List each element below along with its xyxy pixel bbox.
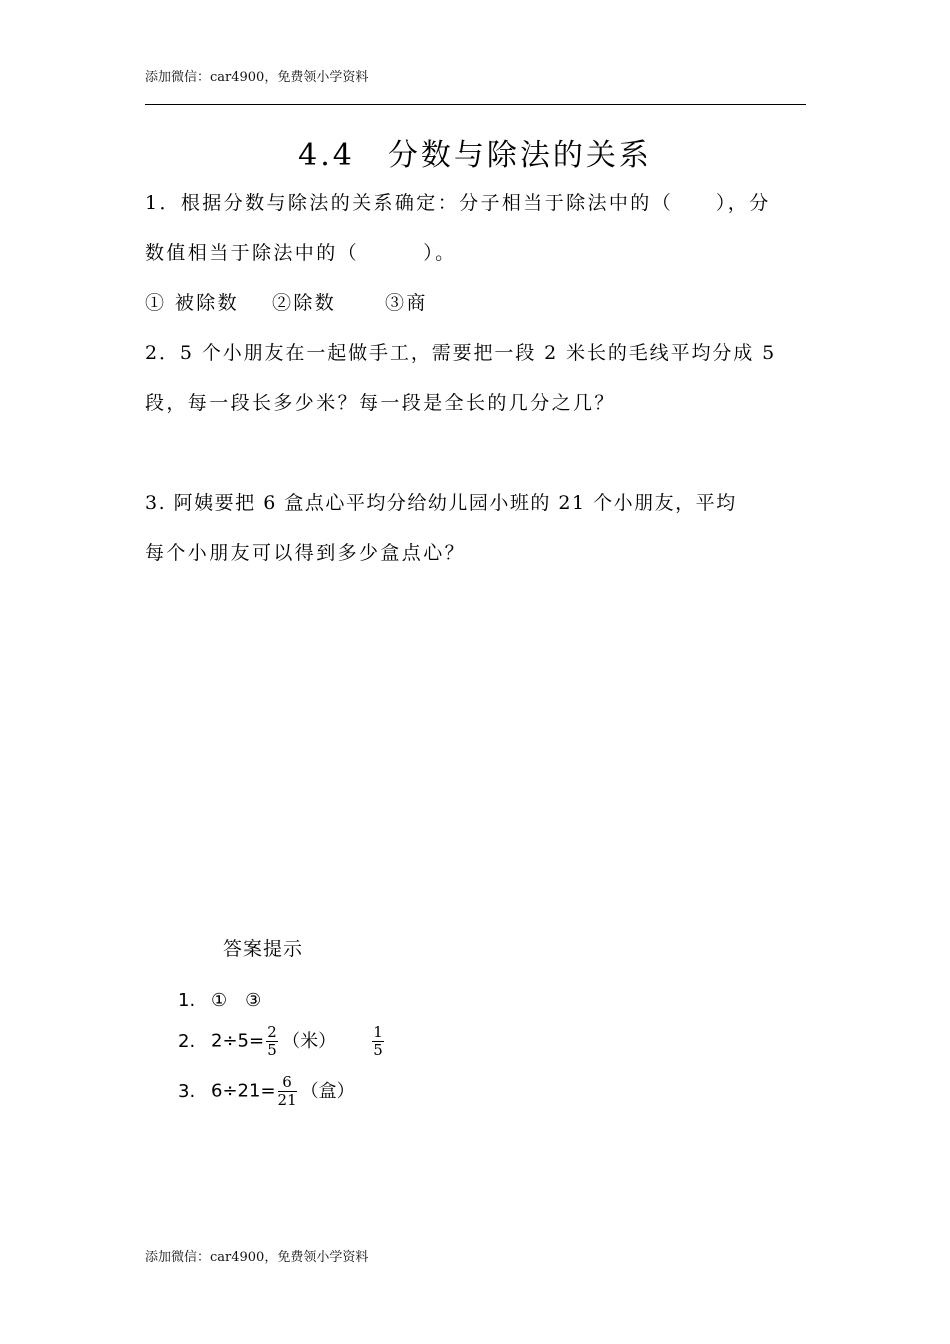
- question-1-line-2: 数值相当于除法中的（ ）。: [145, 242, 457, 264]
- answer-2-second-fraction: [372, 1024, 384, 1059]
- answer-2: [178, 1024, 386, 1059]
- answer-3: [178, 1074, 355, 1109]
- answer-3-fraction: [278, 1074, 297, 1109]
- answer-3-fraction-denominator: 21: [277, 1091, 297, 1109]
- question-1-option-1: ① 被除数: [145, 292, 240, 314]
- answer-2-expression: 2÷5=: [211, 1030, 265, 1052]
- answer-2-fraction-denominator: 5: [267, 1041, 277, 1059]
- answer-2-second-fraction-denominator: 5: [373, 1041, 383, 1059]
- page-title: 4.4 分数与除法的关系: [298, 138, 652, 173]
- question-1-option-2: ②除数: [272, 292, 337, 314]
- answer-1-text: ① ③: [211, 990, 262, 1011]
- answer-3-unit: （盒）: [300, 1080, 355, 1102]
- header-note: 添加微信：car4900，免费领小学资料: [145, 70, 369, 85]
- question-2-line-2: 段，每一段长多少米？每一段是全长的几分之几？: [145, 392, 616, 414]
- question-1-line-1: 1．根据分数与除法的关系确定：分子相当于除法中的（ ），分: [145, 192, 771, 214]
- question-2-line-1: 2．5 个小朋友在一起做手工，需要把一段 2 米长的毛线平均分成 5: [145, 342, 777, 364]
- answer-3-expression: 6÷21=: [211, 1080, 276, 1102]
- answers-heading: 答案提示: [223, 938, 304, 960]
- footer-note: 添加微信：car4900，免费领小学资料: [145, 1250, 369, 1265]
- answer-2-fraction-numerator: 2: [267, 1023, 277, 1041]
- header-divider: [145, 104, 806, 105]
- question-1-option-3: ③商: [385, 292, 428, 314]
- answer-1-number: 1.: [178, 990, 196, 1011]
- answer-2-unit: （米）: [282, 1030, 337, 1052]
- question-3-line-1: 3. 阿姨要把 6 盒点心平均分给幼儿园小班的 21 个小朋友，平均: [145, 492, 737, 514]
- answer-1: [178, 986, 261, 1012]
- answer-2-second-fraction-numerator: 1: [373, 1023, 383, 1041]
- answer-3-number: 3.: [178, 1080, 196, 1102]
- answer-2-number: 2.: [178, 1030, 196, 1052]
- answer-3-fraction-numerator: 6: [282, 1073, 292, 1091]
- question-3-line-2: 每个小朋友可以得到多少盒点心？: [145, 542, 467, 564]
- answer-2-fraction: [266, 1024, 278, 1059]
